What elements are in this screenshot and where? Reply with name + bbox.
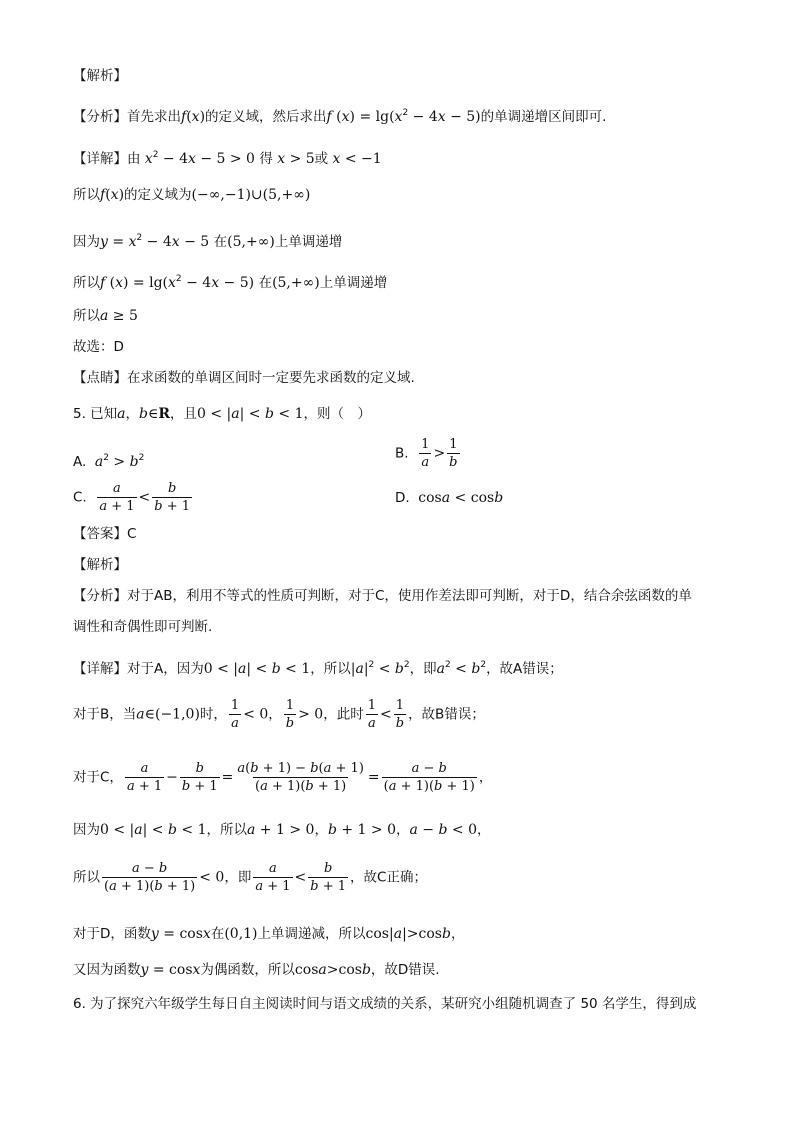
jiexi-label-1: 【解析】: [73, 68, 127, 84]
conclusion-line: 所以a ≥ 5: [73, 308, 138, 324]
analysis-line-1: 【分析】首先求出f(x)的定义域，然后求出f $(x) = \lg(x^2 - 4x - 5)$的单调递增区间即可.: [73, 108, 607, 125]
choice-line: 故选：D: [73, 339, 124, 355]
detail-line-1: 【详解】由 $x^2 - 4x - 5 > 0$ 得 x > 5或 x < −1: [73, 150, 382, 167]
jiexi-label-2: 【解析】: [73, 557, 127, 573]
tip-line: 【点睛】在求函数的单调区间时一定要先求函数的定义域.: [73, 370, 415, 386]
option-b: B. $\frac{1}{a}$ > $\frac{1}{b}$: [395, 437, 458, 470]
detail-line-a: 【详解】对于A，因为0 < |a| < b < 1，所以$|a|^2 < b^2$，即$a^2 < b^2$，故A错误；: [73, 660, 563, 677]
option-a: A. $a^2 > b^2$: [73, 453, 145, 470]
question-5: 5. 已知a，b∈R，且0 < |a| < b < 1，则（ ）: [73, 406, 372, 422]
question-6: 6. 为了探究六年级学生每日自主阅读时间与语文成绩的关系，某研究小组随机调查了 50 名学生，得到成: [73, 996, 697, 1012]
detail-line-therefore: 所以 $\frac{a - b}{(a + 1)(b + 1)}$ < 0，即 $\frac{a}{a + 1}$ < $\frac{b}{b + 1}$ ，故C正确；: [73, 861, 427, 894]
analysis-line-2a: 【分析】对于AB，利用不等式的性质可判断，对于C，使用作差法即可判断，对于D，结合余弦函数的单: [73, 588, 692, 604]
option-d: D. cosa < cosb: [395, 490, 504, 506]
detail-line-b: 对于B，当a∈(−1,0)时， $\frac{1}{a}$ < 0， $\frac{1}{b}$ > 0，此时 $\frac{1}{a}$ < $\frac{1}{b}$ ，故B错误；: [73, 698, 485, 731]
option-c: C. $\frac{a}{a + 1}$ < $\frac{b}{b + 1}$: [73, 481, 190, 514]
analysis-line-2b: 调性和奇偶性即可判断.: [73, 619, 213, 635]
domain-line: 所以f(x)的定义域为(−∞,−1)∪(5,+∞): [73, 187, 311, 203]
detail-line-even: 又因为函数y = cosx为偶函数，所以cosa>cosb，故D错误.: [73, 962, 440, 978]
detail-line-c: 对于C， $\frac{a}{a + 1}$ − $\frac{b}{b + 1}$ = $\frac{a(b + 1) - b(a + 1)}{(a + 1)(b + 1)}$ = $\frac{a - b}{(a + 1)(b + 1)}$ ，: [73, 761, 493, 794]
detail-line-because: 因为0 < |a| < b < 1，所以a + 1 > 0，b + 1 > 0，a − b < 0，: [73, 822, 491, 838]
answer-line: 【答案】C: [73, 526, 137, 542]
detail-line-d: 对于D，函数y = cosx在(0,1)上单调递减，所以cos|a|>cosb，: [73, 926, 465, 942]
monotone-line-1: 因为$y = x^2 - 4x - 5$ 在(5,+∞)上单调递增: [73, 233, 343, 250]
monotone-line-2: 所以f $(x) = \lg(x^2 - 4x - 5)$ 在(5,+∞)上单调递增: [73, 274, 388, 291]
